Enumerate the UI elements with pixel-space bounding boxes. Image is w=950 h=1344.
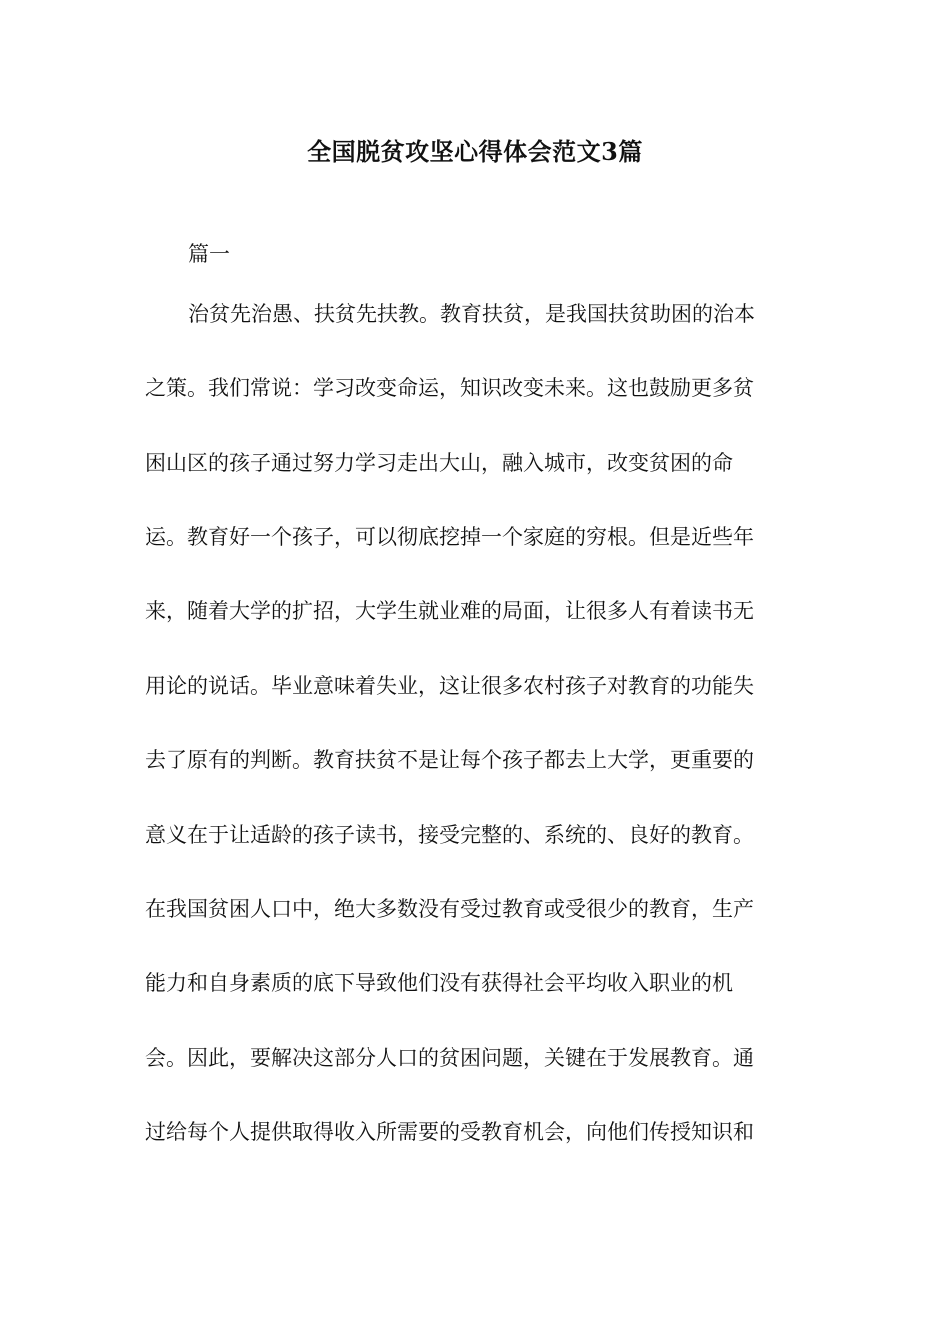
- paragraph-line-10: 能力和自身素质的底下导致他们没有获得社会平均收入职业的机: [145, 971, 733, 995]
- paragraph-line-3: 困山区的孩子通过努力学习走出大山，融入城市，改变贫困的命: [145, 451, 733, 475]
- paragraph-line-2: 之策。我们常说：学习改变命运，知识改变未来。这也鼓励更多贫: [145, 376, 754, 400]
- paragraph-line-8: 意义在于让适龄的孩子读书，接受完整的、系统的、良好的教育。: [145, 823, 754, 847]
- paragraph-line-5: 来，随着大学的扩招，大学生就业难的局面，让很多人有着读书无: [145, 599, 754, 623]
- paragraph-line-4: 运。教育好一个孩子，可以彻底挖掉一个家庭的穷根。但是近些年: [145, 525, 754, 549]
- paragraph-line-9: 在我国贫困人口中，绝大多数没有受过教育或受很少的教育，生产: [145, 897, 754, 921]
- paragraph-line-11: 会。因此，要解决这部分人口的贫困问题，关键在于发展教育。通: [145, 1046, 754, 1070]
- paragraph-line-7: 去了原有的判断。教育扶贫不是让每个孩子都去上大学，更重要的: [145, 748, 754, 772]
- paragraph-line-1: 治贫先治愚、扶贫先扶教。教育扶贫，是我国扶贫助困的治本: [188, 302, 755, 326]
- document-title: 全国脱贫攻坚心得体会范文3篇: [307, 137, 643, 166]
- section-heading: 篇一: [188, 242, 230, 266]
- paragraph-line-6: 用论的说话。毕业意味着失业，这让很多农村孩子对教育的功能失: [145, 674, 754, 698]
- paragraph-line-12: 过给每个人提供取得收入所需要的受教育机会，向他们传授知识和: [145, 1120, 754, 1144]
